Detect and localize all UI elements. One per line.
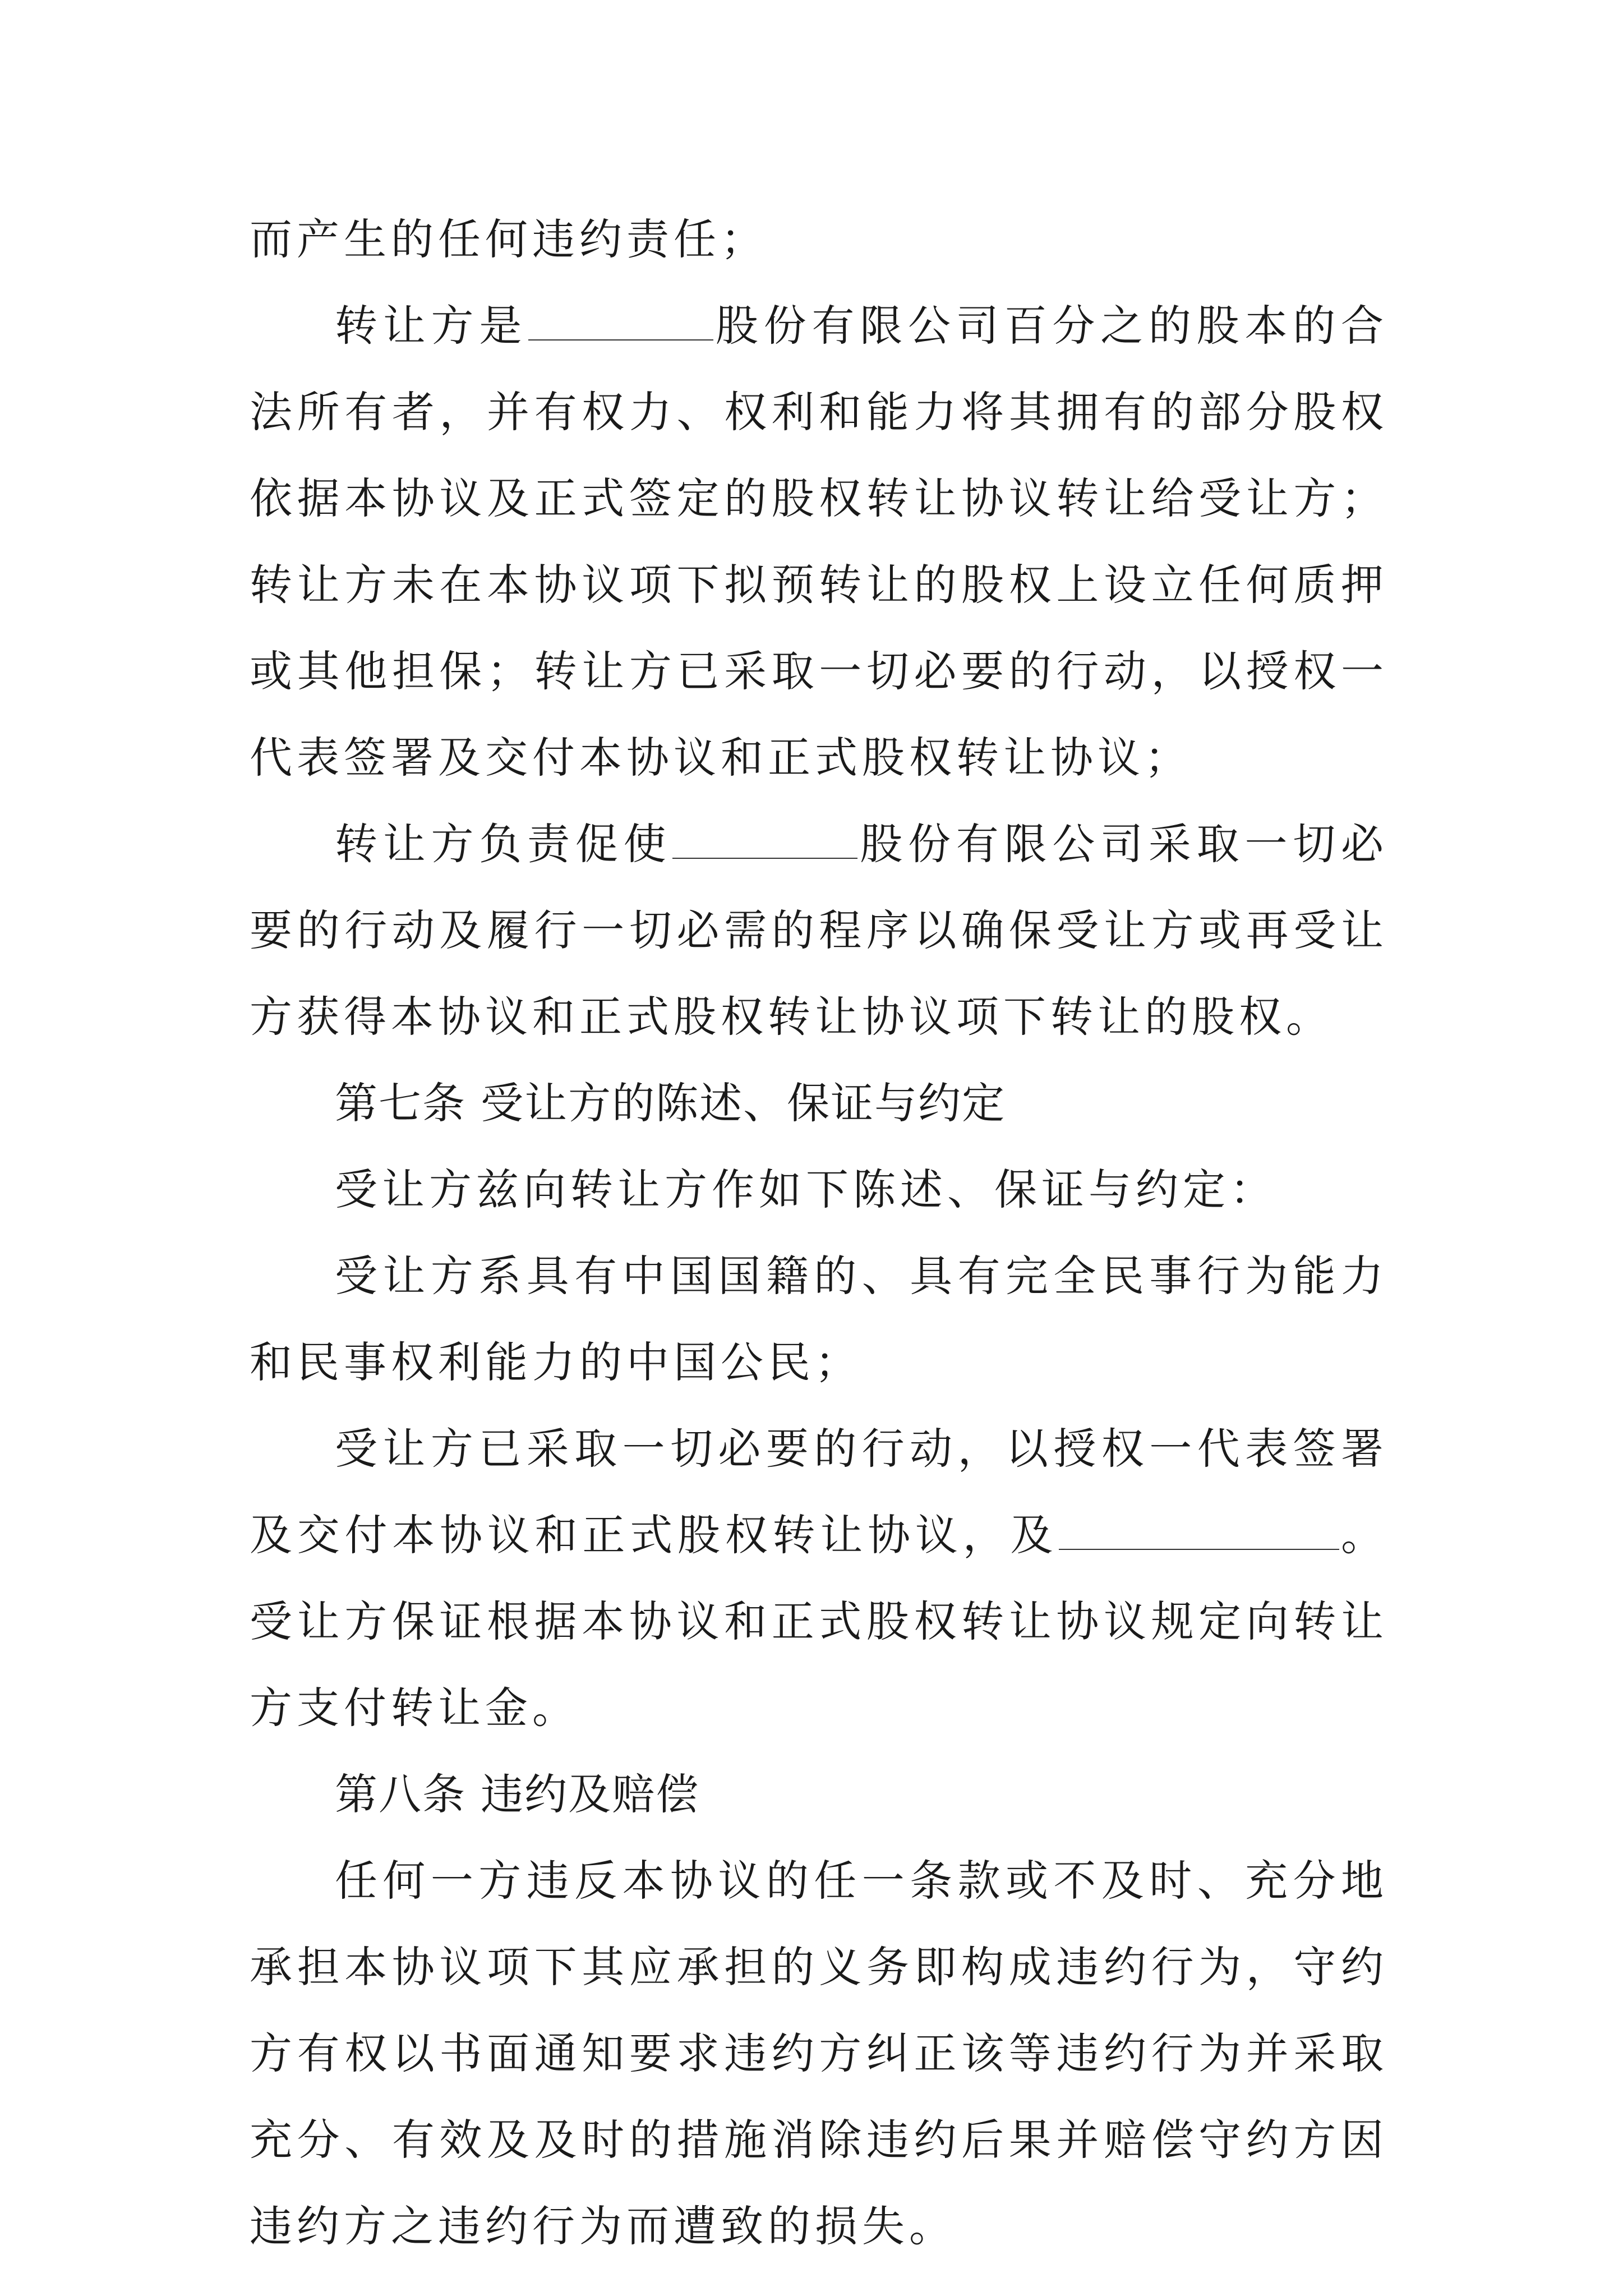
paragraph-text: 任何一方违反本协议的任一条款或不及时、充分地承担本协议项下其应承担的义务即构成违约行为，守约方有权以书面通知要求违约方纠正该等违约行为并采取充分、有效及及时的措施消除违约后果并赔偿守约方因违约方之违约行为而遭致的损失。 [250,1856,1388,2251]
fill-in-blank-company [672,818,857,859]
paragraph-continuation [250,196,1388,283]
paragraph-text-start: 受让方已采取一切必要的行动，以授权一代表签署及交付本协议和正式股权转让协议，及 [250,1424,1388,1560]
paragraph-text-end: 股份有限公司百分之的股本的合法所有者，并有权力、权利和能力将其拥有的部分股权依据本协议及正式签定的股权转让协议转让给受让方；转让方未在本协议项下拟预转让的股权上设立任何质押或其他担保；转让方已采取一切必要的行动，以授权一代表签署及交付本协议和正式股权转让协议； [250,301,1389,783]
paragraph-transferee-authorization [250,1406,1388,1751]
paragraph-text-end: 。受让方保证根据本协议和正式股权转让协议规定向转让方支付转让金。 [250,1510,1389,1733]
fill-in-blank-company [528,300,713,341]
fill-in-blank-other [1059,1510,1339,1550]
article-8-heading: 第八条 违约及赔偿 [335,1769,700,1819]
paragraph-transferee-intro [250,1147,1388,1233]
paragraph-transferor-responsibility [250,801,1388,1060]
paragraph-text-start: 转让方负责促使 [335,819,672,869]
paragraph-text-start: 转让方是 [335,301,528,351]
paragraph-breach-compensation [250,1838,1388,2270]
document-body [250,196,1388,2270]
paragraph-transferee-citizenship [250,1233,1388,1406]
paragraph-text: 而产生的任何违约责任； [250,214,768,264]
article-7-heading: 第七条 受让方的陈述、保证与约定 [335,1078,1006,1128]
paragraph-text: 受让方兹向转让方作如下陈述、保证与约定： [335,1165,1277,1214]
paragraph-transferor-ownership [250,283,1388,801]
paragraph-text-end: 股份有限公司采取一切必要的行动及履行一切必需的程序以确保受让方或再受让方获得本协议和正式股权转让协议项下转让的股权。 [250,819,1389,1042]
paragraph-text: 受让方系具有中国国籍的、具有完全民事行为能力和民事权利能力的中国公民； [250,1251,1388,1387]
